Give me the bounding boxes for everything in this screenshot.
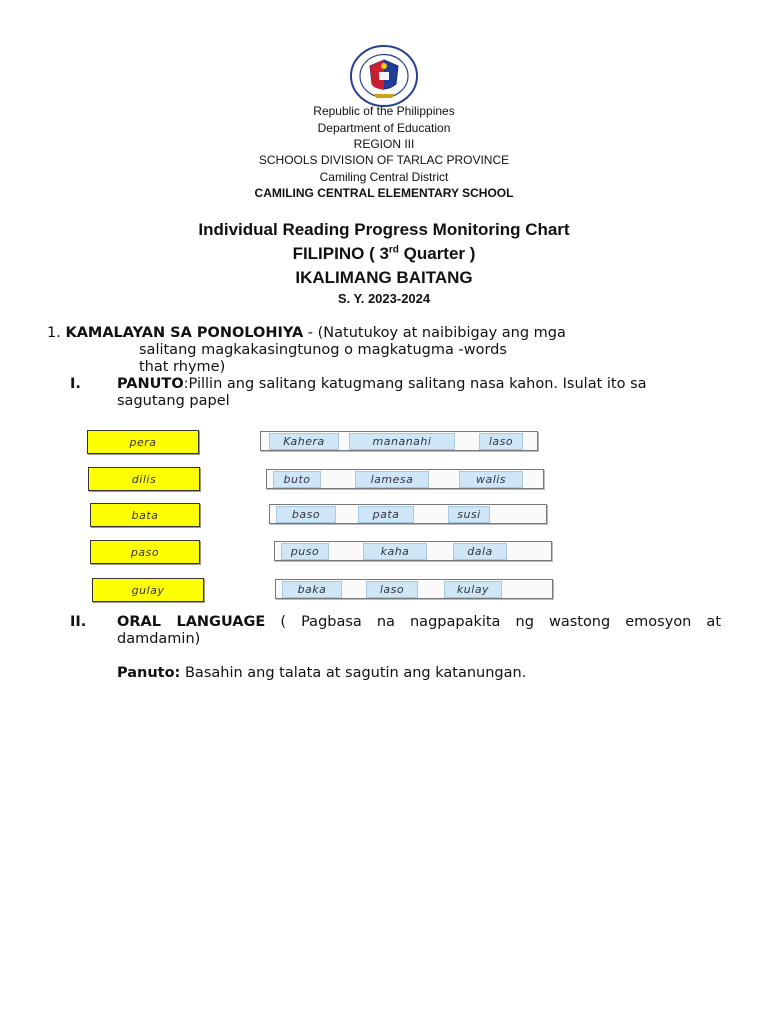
- section1-number: 1.: [47, 325, 61, 341]
- target-word-box: gulay: [92, 578, 204, 602]
- part1-instruction: [117, 376, 647, 393]
- header-region: REGION III: [353, 137, 415, 151]
- part2-desc2: damdamin): [117, 631, 201, 647]
- section1-desc2: salitang magkakasingtunog o magkatugma -words: [139, 342, 507, 358]
- part2-label: ORAL LANGUAGE: [117, 614, 266, 630]
- choice-row: [274, 541, 552, 561]
- choice-word: puso: [281, 543, 329, 560]
- choice-word: laso: [366, 581, 418, 598]
- choice-word: kulay: [444, 581, 502, 598]
- part1-instr2: sagutang papel: [117, 393, 230, 409]
- part2-roman: II.: [70, 614, 87, 630]
- choice-word: lamesa: [355, 471, 429, 488]
- choice-row: [269, 504, 547, 524]
- page-title: Individual Reading Progress Monitoring Chart: [198, 220, 570, 239]
- part2-desc1: ( Pagbasa na nagpapakita ng wastong emosyon at: [280, 614, 722, 630]
- section1-heading: KAMALAYAN SA PONOLOHIYA: [65, 325, 304, 341]
- choice-word: walis: [459, 471, 523, 488]
- school-year: S. Y. 2023-2024: [337, 291, 431, 306]
- choice-word: kaha: [363, 543, 427, 560]
- deped-seal-logo: [348, 44, 420, 108]
- grade-title: IKALIMANG BAITANG: [295, 268, 473, 287]
- header-district: Camiling Central District: [319, 170, 449, 184]
- part2-panuto: [117, 665, 526, 682]
- choice-word: pata: [358, 506, 414, 523]
- target-word-box: bata: [90, 503, 200, 527]
- part2-line1: [117, 614, 721, 631]
- choice-row: [260, 431, 538, 451]
- section1-desc3: that rhyme): [139, 359, 226, 375]
- choice-word: buto: [273, 471, 321, 488]
- subject-sup: rd: [388, 244, 399, 256]
- header-republic: Republic of the Philippines: [313, 104, 455, 118]
- choice-word: susi: [448, 506, 490, 523]
- choice-row: [275, 579, 553, 599]
- choice-word: baka: [282, 581, 342, 598]
- choice-word: Kahera: [269, 433, 339, 450]
- header-school: CAMILING CENTRAL ELEMENTARY SCHOOL: [254, 186, 514, 200]
- part1-roman: I.: [70, 376, 81, 392]
- section1-line1: [47, 325, 566, 342]
- subject-suffix: Quarter ): [398, 244, 476, 263]
- target-word-box: paso: [90, 540, 200, 564]
- choice-row: [266, 469, 544, 489]
- part2-panuto-text: Basahin ang talata at sagutin ang katanungan.: [180, 665, 527, 681]
- part1-instr1: :Pillin ang salitang katugmang salitang nasa kahon. Isulat ito sa: [183, 376, 647, 392]
- choice-word: mananahi: [349, 433, 455, 450]
- choice-word: baso: [276, 506, 336, 523]
- part2-panuto-label: Panuto:: [117, 665, 181, 681]
- subject-title: [0, 244, 768, 264]
- choice-word: laso: [479, 433, 523, 450]
- target-word-box: dilis: [88, 467, 200, 491]
- header-department: Department of Education: [317, 121, 451, 135]
- subject-prefix: FILIPINO ( 3: [292, 244, 389, 263]
- target-word-box: pera: [87, 430, 199, 454]
- header-division: SCHOOLS DIVISION OF TARLAC PROVINCE: [258, 153, 510, 167]
- choice-word: dala: [453, 543, 507, 560]
- section1-desc1: - (Natutukoy at naibibigay ang mga: [303, 325, 566, 341]
- part1-label: PANUTO: [117, 376, 184, 392]
